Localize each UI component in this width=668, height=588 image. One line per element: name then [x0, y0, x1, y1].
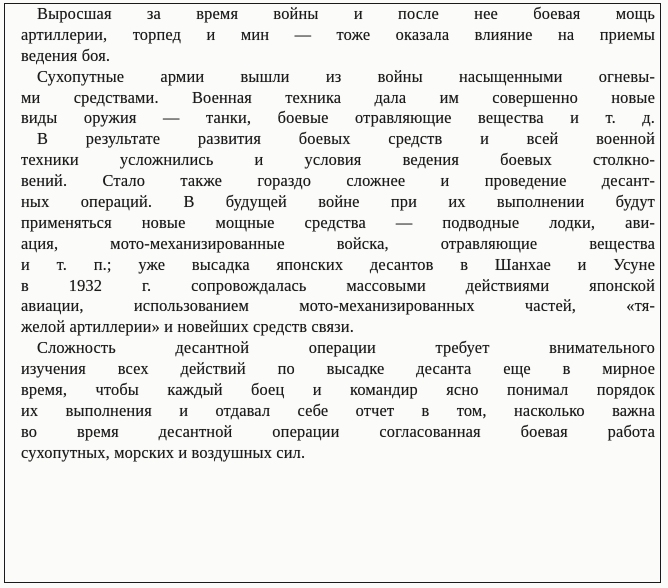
- text-line: сухопутных, морских и воздушных сил.: [21, 442, 306, 462]
- text-line: ведения боя.: [21, 45, 111, 65]
- text-line: в 1932 г. сопровождалась массовыми действиями японской: [21, 275, 655, 295]
- text-line: Сухопутные армии вышли из войны насыщенными огневы-: [37, 66, 655, 86]
- document-body: [23, 4, 655, 464]
- text-line: применяться новые мощные средства — подводные лодки, ави-: [21, 212, 655, 232]
- text-line: изучения всех действий по высадке десанта еще в мирное: [21, 359, 655, 379]
- paragraph-3: [23, 129, 655, 338]
- paragraph-1: [23, 4, 655, 67]
- text-line: техники усложнились и условия ведения боевых столкно-: [21, 150, 655, 170]
- text-line: артиллерии, торпед и мин — тоже оказала влияние на приемы: [21, 24, 655, 44]
- text-line: и т. п.; уже высадка японских десантов в Шанхае и Усуне: [21, 254, 655, 274]
- text-line: время, чтобы каждый боец и командир ясно понимал порядок: [21, 380, 655, 400]
- text-line: их выполнения и отдавал себе отчет в том, насколько важна: [21, 400, 655, 420]
- text-line: В результате развития боевых средств и всей военной: [37, 129, 655, 149]
- text-line: ных операций. В будущей войне при их выполнении будут: [21, 192, 655, 212]
- text-line: авиации, использованием мото-механизированных частей, «тя-: [21, 296, 655, 316]
- text-line: ация, мото-механизированные войска, отравляющие вещества: [21, 233, 655, 253]
- text-line: виды оружия — танки, боевые отравляющие вещества и т. д.: [21, 108, 655, 128]
- text-line: во время десантной операции согласованная боевая работа: [21, 421, 655, 441]
- text-line: Сложность десантной операции требует внимательного: [37, 338, 655, 358]
- text-line: желой артиллерии» и новейших средств связи.: [21, 317, 354, 337]
- paragraph-2: [23, 67, 655, 130]
- text-line: Выросшая за время войны и после нее боевая мощь: [37, 4, 655, 23]
- text-line: ми средствами. Военная техника дала им совершенно новые: [21, 87, 655, 107]
- paragraph-4: [23, 338, 655, 463]
- text-line: вений. Стало также гораздо сложнее и проведение десант-: [21, 171, 655, 191]
